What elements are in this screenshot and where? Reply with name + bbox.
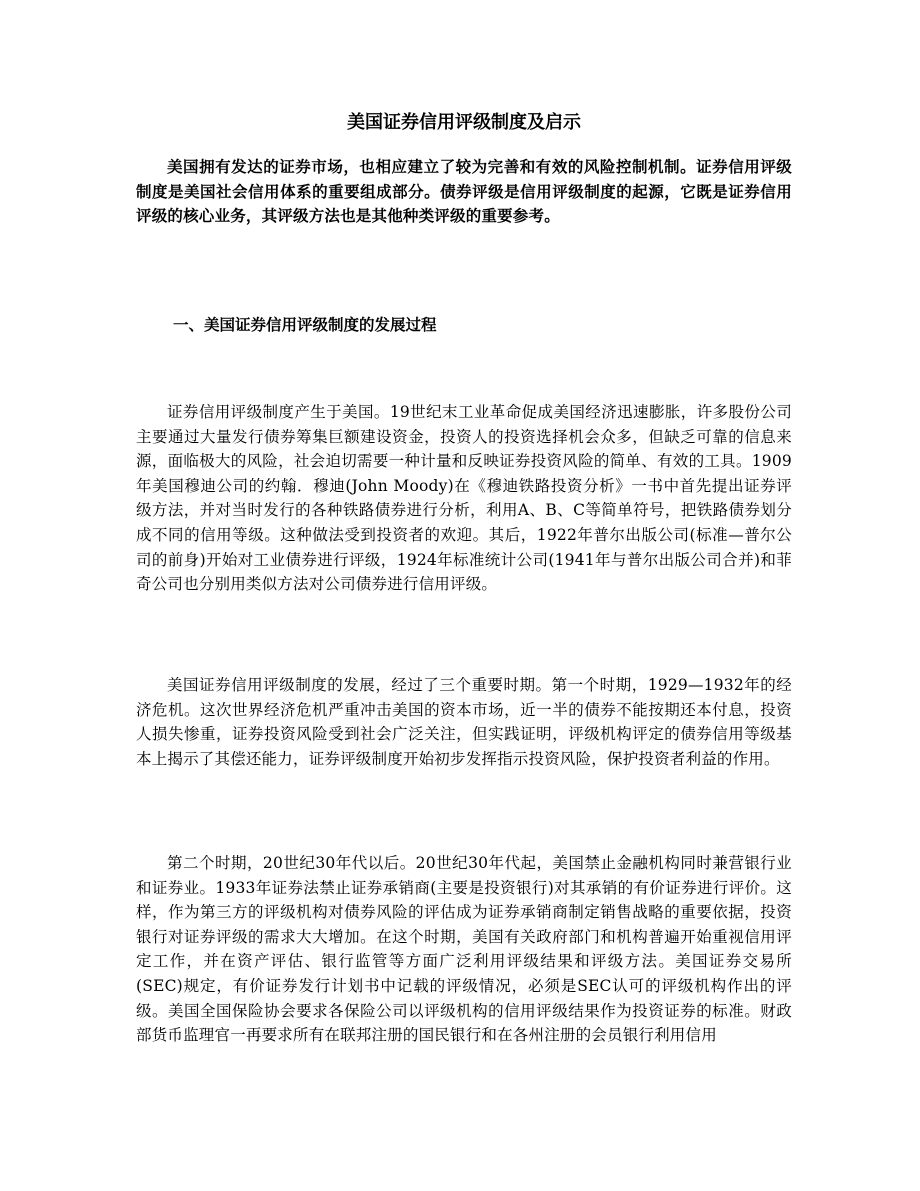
section-heading: 一、美国证券信用评级制度的发展过程 (173, 316, 437, 334)
document-title: 美国证券信用评级制度及启示 (347, 112, 581, 133)
body-paragraph-3: 第二个时期，20世纪30年代以后。20世纪30年代起，美国禁止金融机构同时兼营银行业和证券业。1933年证券法禁止证券承销商(主要是投资银行)对其承销的有价证券进行评价。这样，作为第三方的评级机构对债券风险的评估成为证券承销商制定销售战略的重要依据，投资银行对证券评级的需求大大增加。在这个时期，美国有关政府部门和机构普遍开始重视信用评定工作，并在资产评估、银行监管等方面广泛利用评级结果和评级方法。美国证券交易所(SEC)规定，有价证券发行计划书中记载的评级情况，必须是SEC认可的评级机构作出的评级。美国全国保险协会要求各保险公司以评级机构的信用评级结果作为投资证券的标准。财政部货币监理官一再要求所有在联邦注册的国民银行和在各州注册的会员银行利用信用 (136, 854, 792, 1045)
body-paragraph-2: 美国证券信用评级制度的发展，经过了三个重要时期。第一个时期，1929—1932年的经济危机。这次世界经济危机严重冲击美国的资本市场，近一半的债券不能按期还本付息，投资人损失惨重，证券投资风险受到社会广泛关注，但实践证明，评级机构评定的债券信用等级基本上揭示了其偿还能力，证券评级制度开始初步发挥指示投资风险，保护投资者利益的作用。 (136, 676, 792, 768)
abstract-paragraph: 美国拥有发达的证券市场，也相应建立了较为完善和有效的风险控制机制。证券信用评级制度是美国社会信用体系的重要组成部分。债券评级是信用评级制度的起源，它既是证券信用评级的核心业务，其评级方法也是其他种类评级的重要参考。 (136, 158, 792, 225)
body-paragraph-1: 证券信用评级制度产生于美国。19世纪末工业革命促成美国经济迅速膨胀，许多股份公司主要通过大量发行债券筹集巨额建设资金，投资人的投资选择机会众多，但缺乏可靠的信息来源，面临极大的风险，社会迫切需要一种计量和反映证券投资风险的简单、有效的工具。1909年美国穆迪公司的约翰．穆迪(John Moody)在《穆迪铁路投资分析》一书中首先提出证券评级方法，并对当时发行的各种铁路债券进行分析，利用A、B、C等简单符号，把铁路债券划分成不同的信用等级。这种做法受到投资者的欢迎。其后，1922年普尔出版公司(标准—普尔公司的前身)开始对工业债券进行评级，1924年标准统计公司(1941年与普尔出版公司合并)和菲奇公司也分别用类似方法对公司债券进行信用评级。 (136, 403, 792, 594)
